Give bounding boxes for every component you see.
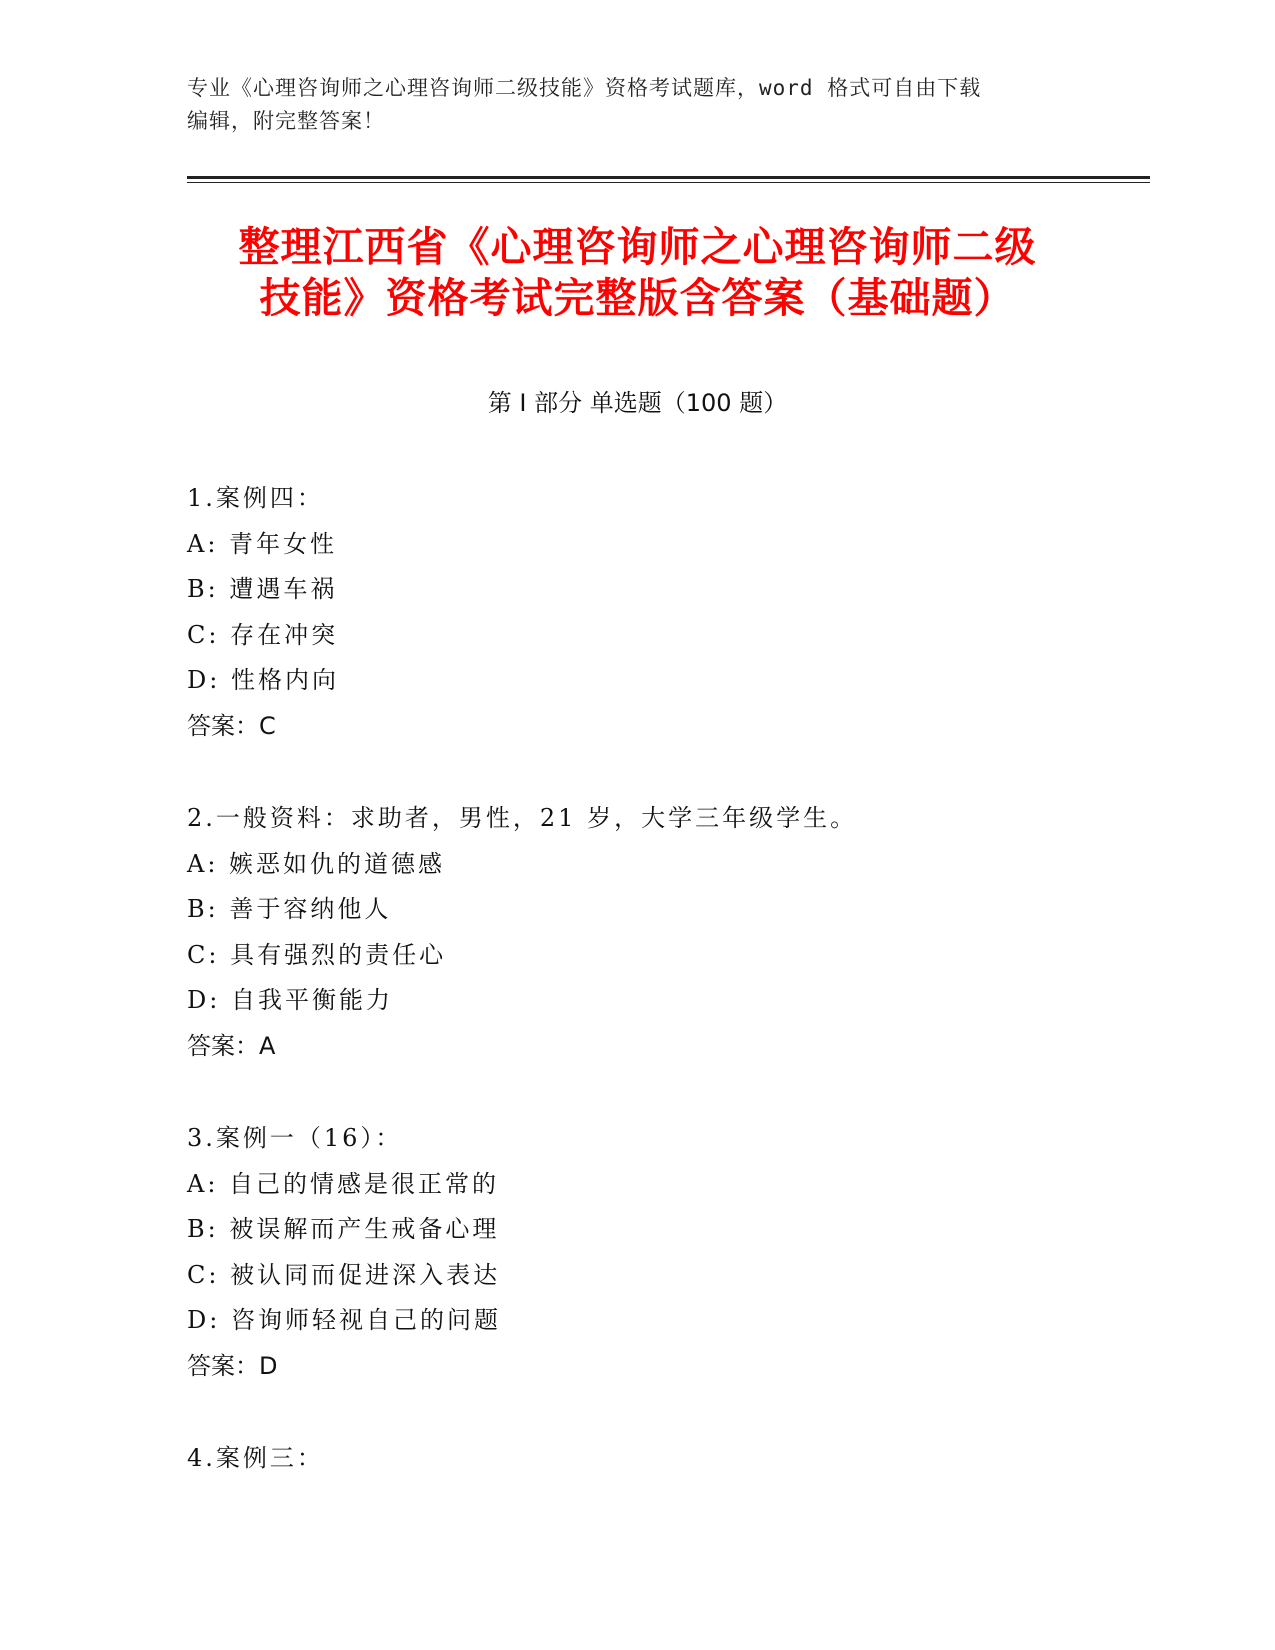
- header-note-line-2: 编辑，附完整答案！: [187, 109, 385, 133]
- question-2: [187, 796, 1087, 1069]
- option-d: D: 咨询师轻视自己的问题: [187, 1306, 501, 1334]
- option-a: A: 自己的情感是很正常的: [187, 1169, 500, 1198]
- option-c: C: 存在冲突: [187, 620, 339, 649]
- question-3: [187, 1116, 1087, 1389]
- section-title: 第 I 部分 单选题（100 题）: [487, 389, 788, 417]
- answer: 答案：A: [187, 1031, 276, 1060]
- question-4: [187, 1436, 1087, 1482]
- header-note-line-1: 专业《心理咨询师之心理咨询师二级技能》资格考试题库，word 格式可自由下载: [187, 76, 982, 100]
- question-stem: 1.案例四：: [187, 484, 324, 512]
- option-a: A: 青年女性: [187, 529, 338, 558]
- question-stem: 3.案例一（16）：: [187, 1124, 403, 1152]
- question-stem: 2.一般资料：求助者，男性，21 岁，大学三年级学生。: [187, 804, 858, 832]
- question-1: [187, 476, 1087, 749]
- answer: 答案：D: [187, 1351, 278, 1380]
- document-title-line-1: 整理江西省《心理咨询师之心理咨询师二级: [238, 223, 1037, 271]
- option-d: D: 性格内向: [187, 666, 339, 694]
- header-divider-thick: [187, 176, 1150, 179]
- header-divider-thin: [187, 182, 1150, 183]
- option-d: D: 自我平衡能力: [187, 986, 393, 1014]
- option-b: B: 遭遇车祸: [187, 575, 338, 603]
- option-c: C: 具有强烈的责任心: [187, 940, 447, 969]
- option-b: B: 被误解而产生戒备心理: [187, 1215, 500, 1243]
- option-b: B: 善于容纳他人: [187, 895, 392, 923]
- question-list: [187, 476, 1087, 1529]
- document-title-line-2: 技能》资格考试完整版含答案（基础题）: [259, 274, 1016, 322]
- option-c: C: 被认同而促进深入表达: [187, 1260, 501, 1289]
- option-a: A: 嫉恶如仇的道德感: [187, 849, 446, 878]
- question-stem: 4.案例三：: [187, 1444, 324, 1472]
- answer: 答案：C: [187, 711, 276, 740]
- header-note: [187, 72, 1067, 138]
- document-title: [150, 222, 1125, 324]
